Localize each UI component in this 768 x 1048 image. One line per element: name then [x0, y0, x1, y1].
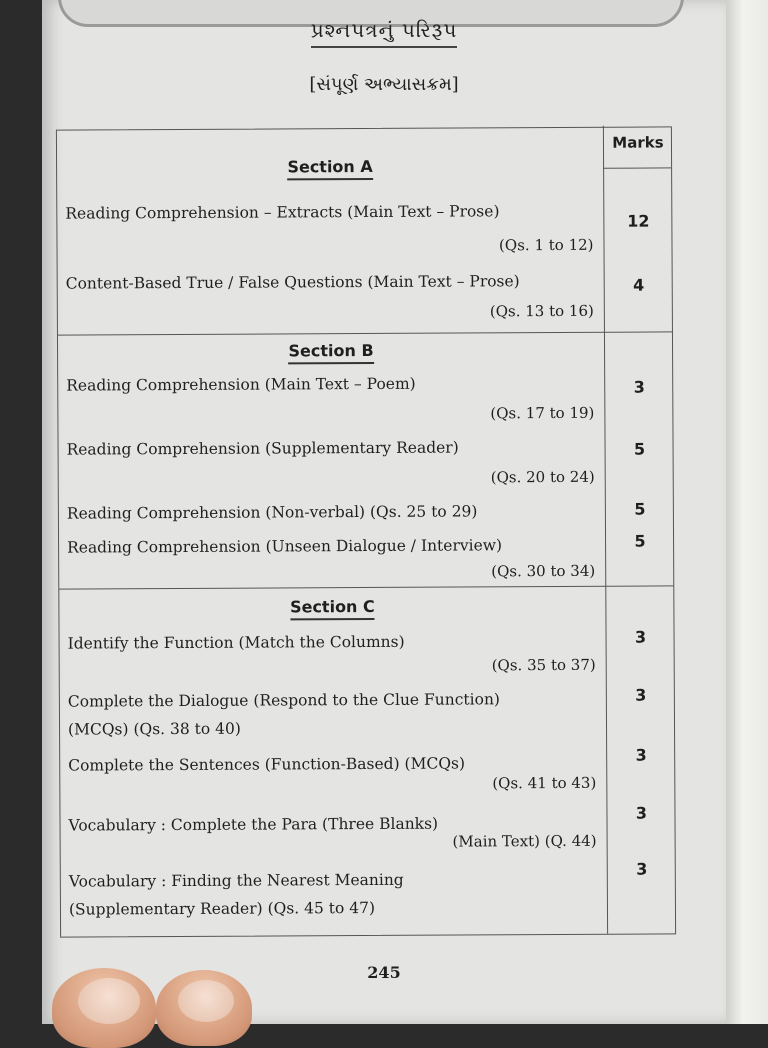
page-subtitle: [સંપૂર્ણ અભ્યાસક્રમ] — [309, 74, 459, 95]
section-a-row-1-qs: (Qs. 1 to 12) — [498, 235, 594, 255]
next-page-edge — [726, 0, 768, 1024]
page-number: 245 — [367, 963, 401, 982]
fingernail-left — [78, 978, 140, 1024]
section-c-row-1-text: Identify the Function (Match the Columns) — [67, 632, 405, 653]
section-c-row-3-text: Complete the Sentences (Function-Based) (MCQs) — [68, 754, 466, 775]
marks-header: Marks — [612, 133, 664, 152]
section-a-row-2-qs: (Qs. 13 to 16) — [489, 301, 594, 321]
section-b-row-3-text: Reading Comprehension (Non-verbal) (Qs. 25 to 29) — [66, 502, 478, 523]
section-b-row-4-marks: 5 — [634, 531, 646, 551]
section-b-row-4-text: Reading Comprehension (Unseen Dialogue / Interview) — [67, 536, 503, 557]
section-a-heading-text: Section A — [287, 157, 372, 180]
section-b-row-1-qs: (Qs. 17 to 19) — [490, 403, 595, 423]
section-c-row-1-qs: (Qs. 35 to 37) — [491, 655, 596, 675]
section-b-row-1-text: Reading Comprehension (Main Text – Poem) — [66, 374, 416, 395]
section-a-heading — [57, 156, 603, 178]
page-title — [0, 18, 768, 42]
section-b-row-2-qs: (Qs. 20 to 24) — [490, 467, 595, 487]
question-paper-table — [56, 126, 676, 937]
section-c-heading — [59, 596, 605, 618]
section-a-row-2-marks: 4 — [633, 275, 645, 295]
section-c-row-3-qs: (Qs. 41 to 43) — [492, 773, 597, 793]
section-c-row-4-qs: (Main Text) (Q. 44) — [452, 831, 597, 851]
fingernail-right — [178, 980, 234, 1022]
section-b-row-3-marks: 5 — [634, 499, 646, 519]
section-b-row-4-qs: (Qs. 30 to 34) — [491, 561, 596, 581]
section-b-divider — [59, 585, 673, 589]
section-c-row-2-text: Complete the Dialogue (Respond to the Clue Function) — [67, 690, 501, 711]
section-c-row-2-qs: (MCQs) (Qs. 38 to 40) — [67, 719, 241, 739]
section-a-divider — [58, 331, 672, 335]
section-c-row-1-marks: 3 — [634, 627, 647, 647]
section-c-row-3-marks: 3 — [635, 745, 647, 765]
section-a-row-1-text: Reading Comprehension – Extracts (Main Text – Prose) — [65, 202, 500, 223]
section-c-row-4-text: Vocabulary : Complete the Para (Three Blanks) — [68, 814, 439, 835]
section-b-heading-text: Section B — [288, 341, 373, 364]
page-title-text: પ્રશ્નપત્રનું પરિરૂપ — [311, 18, 458, 48]
section-c-row-5-marks: 3 — [636, 859, 648, 879]
section-b-row-2-marks: 5 — [633, 439, 646, 459]
section-c-row-4-marks: 3 — [635, 803, 648, 823]
section-a-row-1-marks: 12 — [627, 211, 650, 231]
section-b-heading — [58, 340, 604, 362]
section-c-row-5-qs: (Supplementary Reader) (Qs. 45 to 47) — [68, 898, 376, 919]
section-c-row-2-marks: 3 — [635, 685, 647, 705]
section-c-row-5-text: Vocabulary : Finding the Nearest Meaning — [68, 870, 404, 891]
section-c-heading-text: Section C — [290, 597, 375, 620]
section-a-row-2-text: Content-Based True / False Questions (Main Text – Prose) — [65, 272, 520, 293]
section-b-row-2-text: Reading Comprehension (Supplementary Reader) — [66, 438, 459, 459]
section-b-row-1-marks: 3 — [633, 377, 645, 397]
